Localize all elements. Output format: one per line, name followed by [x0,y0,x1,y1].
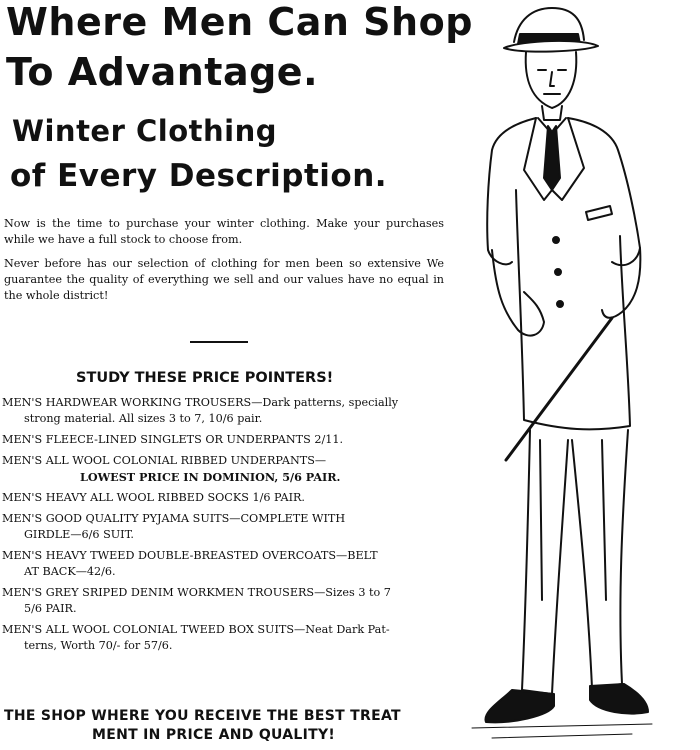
headline-line-1: Where Men Can Shop [6,0,473,44]
subheadline-line-2: of Every Description. [10,158,388,194]
price-item [2,453,448,485]
price-item-line-2: terns, Worth 70/- for 57/6. [24,639,173,652]
price-item-line-1: MEN'S FLEECE-LINED SINGLETS OR UNDERPANTS 2/11. [2,433,344,446]
price-item-line-1: MEN'S ALL WOOL COLONIAL RIBBED UNDERPANTS— [2,454,327,467]
price-item-line-1: MEN'S HARDWEAR WORKING TROUSERS—Dark patterns, specially [2,396,399,409]
price-item-line-2: AT BACK—42/6. [24,565,116,578]
price-item [2,622,448,654]
price-item [2,585,448,617]
price-item [2,548,448,580]
price-list [2,395,448,659]
footer-slogan [4,707,444,745]
section-title: STUDY THESE PRICE POINTERS! [76,370,334,386]
price-item-line-1: MEN'S HEAVY ALL WOOL RIBBED SOCKS 1/6 PAIR. [2,491,305,504]
headline-line-2: To Advantage. [6,50,319,94]
intro-paragraph-2: Never before has our selection of clothing for men been so extensive We guarantee the quality of everything we sell and our values have no equal in the whole district! [4,257,444,302]
price-item-line-1: MEN'S GREY SRIPED DENIM WORKMEN TROUSERS—Sizes 3 to 7 [2,586,391,599]
footer-line-2: MENT IN PRICE AND QUALITY! [92,727,336,743]
price-item-line-2: LOWEST PRICE IN DOMINION, 5/6 PAIR. [80,470,341,484]
price-item-line-1: MEN'S GOOD QUALITY PYJAMA SUITS—COMPLETE WITH [2,512,346,525]
price-item [2,432,448,448]
price-item-line-2: 5/6 PAIR. [24,602,77,615]
price-item-line-2: GIRDLE—6/6 SUIT. [24,528,134,541]
intro-paragraph-1: Now is the time to purchase your winter clothing. Make your purchases while we have a full stock to choose from. [4,217,444,246]
price-item-line-1: MEN'S HEAVY TWEED DOUBLE-BREASTED OVERCOATS—BELT [2,549,378,562]
man-in-suit-illustration [452,0,700,750]
price-item-line-1: MEN'S ALL WOOL COLONIAL TWEED BOX SUITS—Neat Dark Pat- [2,623,390,636]
footer-line-1: THE SHOP WHERE YOU RECEIVE THE BEST TREAT [4,708,401,724]
price-item [2,511,448,543]
price-item-line-2: strong material. All sizes 3 to 7, 10/6 pair. [24,412,263,425]
price-item [2,490,448,506]
divider-rule [190,341,248,343]
subheadline-line-1: Winter Clothing [12,114,278,148]
price-item [2,395,448,427]
